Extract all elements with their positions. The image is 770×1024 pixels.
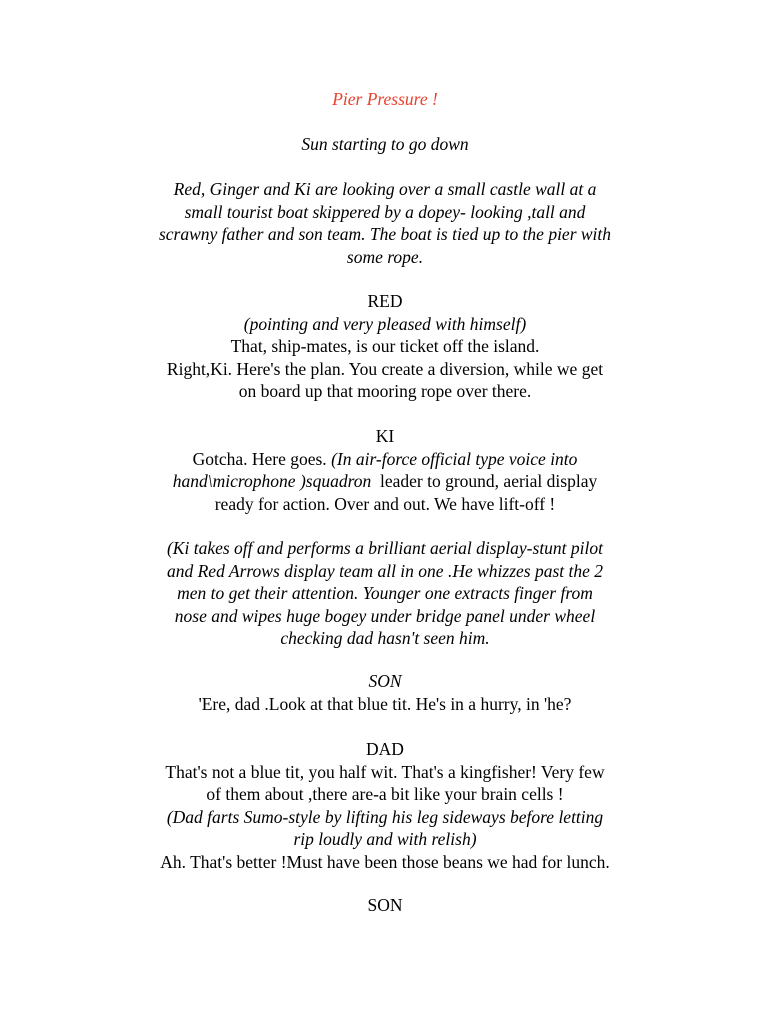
stage-direction: (pointing and very pleased with himself) [243,313,527,334]
dialogue-line: 'Ere, dad .Look at that blue tit. He's in a hurry, in 'he? [198,693,572,714]
setting-line: small tourist boat skippered by a dopey- looking ,tall and [184,201,586,222]
dialogue-line: of them about ,there are-a bit like your brain cells ! [206,784,564,804]
dialogue-line: Right,Ki. Here's the plan. You create a diversion, while we get [166,358,604,379]
stage-direction: rip loudly and with relish) [293,829,477,849]
son-speech-2 [0,894,770,917]
dad-speech [0,738,770,873]
dialogue-line: Ah. That's better !Must have been those beans we had for lunch. [160,851,610,872]
action-line: and Red Arrows display team all in one .He whizzes past the 2 [166,560,604,581]
speaker-name: SON [368,671,402,691]
action-line: (Ki takes off and performs a brilliant aerial display-stunt pilot [166,538,604,558]
speaker-name: DAD [366,739,404,759]
stage-direction: hand\microphone )squadron [172,471,372,491]
ki-speech [0,425,770,515]
stage-direction: (Dad farts Sumo-style by lifting his leg sideways before letting [166,806,604,827]
dialogue-text: leader to ground, aerial display [371,471,598,491]
speaker-name: KI [375,426,395,446]
dialogue-line: ready for action. Over and out. We have lift-off ! [214,493,556,514]
dialogue-line [0,448,770,471]
action-line: checking dad hasn't seen him. [280,628,490,648]
speaker-name: SON [367,895,403,915]
action-description [0,537,770,650]
dialogue-line: on board up that mooring rope over there. [238,381,532,401]
setting-line: Red, Ginger and Ki are looking over a small castle wall at a [173,179,597,199]
dialogue-text: Gotcha. Here goes. [192,448,332,469]
red-speech [0,290,770,403]
page-title: Pier Pressure ! [332,89,438,109]
scene-time: Sun starting to go down [301,134,469,154]
son-speech [0,670,770,715]
scene-setting [0,178,770,268]
dialogue-line: That's not a blue tit, you half wit. That's a kingfisher! Very few [165,761,605,782]
speaker-name: RED [367,291,403,311]
action-line: nose and wipes huge bogey under bridge panel under wheel [174,605,596,626]
setting-line: scrawny father and son team. The boat is tied up to the pier with [158,224,612,244]
action-line: men to get their attention. Younger one extracts finger from [177,583,593,603]
dialogue-line: That, ship-mates, is our ticket off the island. [230,336,540,356]
dialogue-line [0,470,770,493]
stage-direction: (In air-force official type voice into [331,448,578,469]
setting-line: some rope. [346,246,424,267]
